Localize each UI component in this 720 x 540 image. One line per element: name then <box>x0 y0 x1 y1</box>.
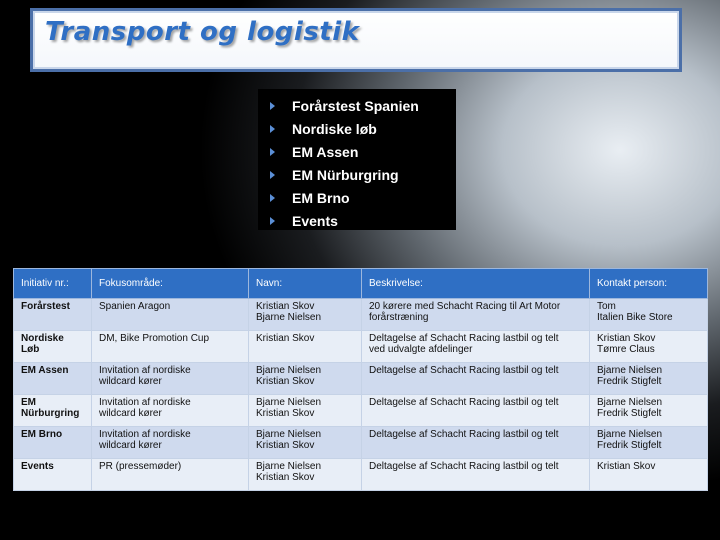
triangle-bullet-icon <box>270 102 275 110</box>
table-cell <box>362 459 590 491</box>
bullet-text: EM Brno <box>292 189 350 206</box>
cell-line: Kristian Skov <box>256 301 315 312</box>
cell-line: Fredrik Stigfelt <box>597 376 662 387</box>
cell-line: Bjarne Nielsen <box>597 365 663 376</box>
bullet-item <box>270 163 456 186</box>
cell-line: Forårstest <box>21 301 70 312</box>
table-cell <box>249 363 362 395</box>
cell-line: Tom <box>597 301 616 312</box>
cell-line: Deltagelse af Schacht Racing lastbil og telt <box>369 333 559 344</box>
cell-line: Bjarne Nielsen <box>256 397 322 408</box>
table-cell <box>14 363 92 395</box>
column-header: Kontakt person: <box>590 269 708 299</box>
table-row <box>14 299 708 331</box>
table-cell <box>590 395 708 427</box>
table-row <box>14 363 708 395</box>
cell-line: Kristian Skov <box>256 440 315 451</box>
cell-line: Kristian Skov <box>256 408 315 419</box>
cell-line: Deltagelse af Schacht Racing lastbil og telt <box>369 461 559 472</box>
triangle-bullet-icon <box>270 125 275 133</box>
cell-line: 20 kørere med Schacht Racing til Art Motor <box>369 301 561 312</box>
bullet-text: EM Assen <box>292 143 359 160</box>
bullet-text: Forårstest Spanien <box>292 97 419 114</box>
cell-line: PR (pressemøder) <box>99 461 182 472</box>
cell-line: Bjarne Nielsen <box>256 312 322 323</box>
column-header: Initiativ nr.: <box>14 269 92 299</box>
cell-line: Deltagelse af Schacht Racing lastbil og telt <box>369 365 559 376</box>
cell-line: wildcard kører <box>99 376 162 387</box>
cell-line: Deltagelse af Schacht Racing lastbil og telt <box>369 397 559 408</box>
table-cell <box>92 363 249 395</box>
cell-line: forårstræning <box>369 312 429 323</box>
table-cell <box>362 363 590 395</box>
title-box <box>30 8 682 72</box>
cell-line: Invitation af nordiske <box>99 429 191 440</box>
triangle-bullet-icon <box>270 217 275 225</box>
cell-line: Kristian Skov <box>256 376 315 387</box>
cell-line: Kristian Skov <box>597 461 656 472</box>
table-cell <box>92 331 249 363</box>
table-cell <box>92 427 249 459</box>
cell-line: Fredrik Stigfelt <box>597 408 662 419</box>
table-cell <box>249 459 362 491</box>
triangle-bullet-icon <box>270 171 275 179</box>
cell-line: Italien Bike Store <box>597 312 673 323</box>
bullet-item <box>270 117 456 140</box>
table-cell <box>362 299 590 331</box>
cell-line: Invitation af nordiske <box>99 397 191 408</box>
table-cell <box>590 427 708 459</box>
bullet-list <box>258 89 456 232</box>
table-cell <box>92 395 249 427</box>
cell-line: Kristian Skov <box>256 333 315 344</box>
table-cell <box>590 331 708 363</box>
cell-line: Nürburgring <box>21 408 80 419</box>
table-cell <box>14 427 92 459</box>
table-cell <box>362 395 590 427</box>
table-row <box>14 427 708 459</box>
cell-line: Bjarne Nielsen <box>256 429 322 440</box>
table-cell <box>362 331 590 363</box>
bullet-list-box <box>258 89 456 230</box>
table-row <box>14 331 708 363</box>
table-cell <box>590 459 708 491</box>
cell-line: wildcard kører <box>99 408 162 419</box>
table-cell <box>249 331 362 363</box>
cell-line: Bjarne Nielsen <box>597 429 663 440</box>
cell-line: ved udvalgte afdelinger <box>369 344 473 355</box>
cell-line: Tømre Claus <box>597 344 655 355</box>
table-cell <box>590 363 708 395</box>
bullet-item <box>270 140 456 163</box>
table-cell <box>92 299 249 331</box>
table-cell <box>14 299 92 331</box>
cell-line: Nordiske <box>21 333 64 344</box>
bullet-item <box>270 186 456 209</box>
cell-line: Kristian Skov <box>256 472 315 483</box>
cell-line: Fredrik Stigfelt <box>597 440 662 451</box>
column-header: Beskrivelse: <box>362 269 590 299</box>
cell-line: Bjarne Nielsen <box>256 365 322 376</box>
table-body <box>14 299 708 491</box>
table-cell <box>249 395 362 427</box>
triangle-bullet-icon <box>270 194 275 202</box>
column-header: Navn: <box>249 269 362 299</box>
table-cell <box>590 299 708 331</box>
table-header-row <box>14 269 708 299</box>
cell-line: Bjarne Nielsen <box>597 397 663 408</box>
cell-line: Deltagelse af Schacht Racing lastbil og telt <box>369 429 559 440</box>
cell-line: EM Brno <box>21 429 63 440</box>
table-row <box>14 395 708 427</box>
column-header: Fokusområde: <box>92 269 249 299</box>
bullet-text: EM Nürburgring <box>292 166 399 183</box>
cell-line: Invitation af nordiske <box>99 365 191 376</box>
bullet-text: Nordiske løb <box>292 120 377 137</box>
table-cell <box>362 427 590 459</box>
table-cell <box>92 459 249 491</box>
cell-line: Løb <box>21 344 40 355</box>
table-cell <box>14 331 92 363</box>
cell-line: Kristian Skov <box>597 333 656 344</box>
cell-line: Events <box>21 461 54 472</box>
cell-line: EM <box>21 397 36 408</box>
cell-line: Bjarne Nielsen <box>256 461 322 472</box>
cell-line: Spanien Aragon <box>99 301 171 312</box>
bullet-item <box>270 209 456 232</box>
bullet-text: Events <box>292 212 338 229</box>
cell-line: EM Assen <box>21 365 69 376</box>
slide-title: Transport og logistik <box>45 17 360 47</box>
table-row <box>14 459 708 491</box>
bullet-item <box>270 94 456 117</box>
initiatives-table <box>13 268 708 491</box>
table-cell <box>249 427 362 459</box>
cell-line: wildcard kører <box>99 440 162 451</box>
table-cell <box>249 299 362 331</box>
table-cell <box>14 395 92 427</box>
table-cell <box>14 459 92 491</box>
triangle-bullet-icon <box>270 148 275 156</box>
cell-line: DM, Bike Promotion Cup <box>99 333 210 344</box>
